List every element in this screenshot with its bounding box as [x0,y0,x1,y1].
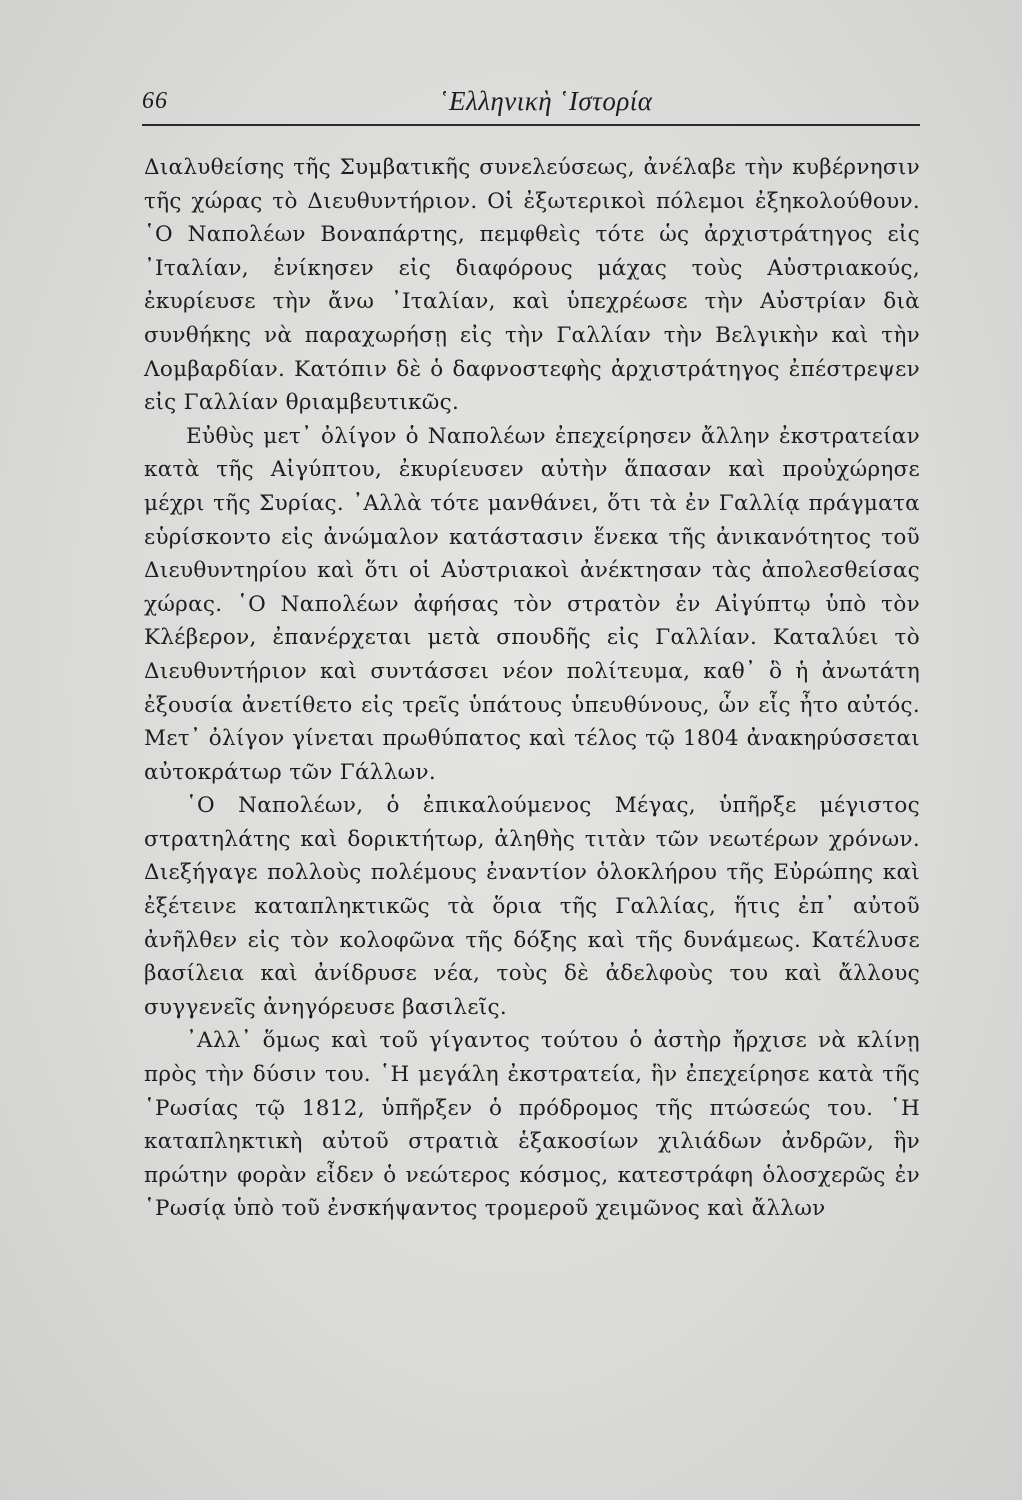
page-number: 66 [142,88,168,114]
body-text [144,151,920,1226]
paragraph: ῾Ο Ναπολέων, ὁ ἐπικαλούμενος Μέγας, ὑπῆρξε μέγιστος στρατηλάτης καὶ δορικτήτωρ, ἀληθὴς τιτὰν τῶν νεωτέρων χρόνων. Διεξήγαγε πολλοὺς πολέμους ἐναντίον ὁλοκλήρου τῆς Εὐρώπης καὶ ἐξέτεινε καταπληκτικῶς τὰ ὅρια τῆς Γαλλίας, ἥτις ἐπ᾿ αὐτοῦ ἀνῆλθεν εἰς τὸν κολοφῶνα τῆς δόξης καὶ τῆς δυνάμεως. Κατέλυσε βασίλεια καὶ ἀνίδρυσε νέα, τοὺς δὲ ἀδελφοὺς του καὶ ἄλλους συγγενεῖς ἀνηγόρευσε βασιλεῖς. [144,793,920,1020]
paragraph: ᾿Αλλ᾿ ὅμως καὶ τοῦ γίγαντος τούτου ὁ ἀστὴρ ἤρχισε νὰ κλίνῃ πρὸς τὴν δύσιν του. ῾Η μεγάλη ἐκστρατεία, ἣν ἐπεχείρησε κατὰ τῆς ῾Ρωσίας τῷ 1812, ὑπῆρξεν ὁ πρόδρομος τῆς πτώσεώς του. ῾Η καταπληκτικὴ αὐτοῦ στρατιὰ ἑξακοσίων χιλιάδων ἀνδρῶν, ἣν πρώτην φορὰν εἶδεν ὁ νεώτερος κόσμος, κατεστράφη ὁλοσχερῶς ἐν ῾Ρωσίᾳ ὑπὸ τοῦ ἐνσκήψαντος τρομεροῦ χειμῶνος καὶ ἄλλων [144,1028,920,1222]
paragraph: Εὐθὺς μετ᾿ ὀλίγον ὁ Ναπολέων ἐπεχείρησεν ἄλλην ἐκστρατείαν κατὰ τῆς Αἰγύπτου, ἐκυρίευσεν αὐτὴν ἅπασαν καὶ προὐχώρησε μέχρι τῆς Συρίας. ᾿Αλλὰ τότε μανθάνει, ὅτι τὰ ἐν Γαλλίᾳ πράγματα εὑρίσκοντο εἰς ἀνώμαλον κατάστασιν ἕνεκα τῆς ἀνικανότητος τοῦ Διευθυντηρίου καὶ ὅτι οἱ Αὐστριακοὶ ἀνέκτησαν τὰς ἀπολεσθείσας χώρας. ῾Ο Ναπολέων ἀφήσας τὸν στρατὸν ἐν Αἰγύπτῳ ὑπὸ τὸν Κλέβερον, ἐπανέρχεται μετὰ σπουδῆς εἰς Γαλλίαν. Καταλύει τὸ Διευθυντήριον καὶ συντάσσει νέον πολίτευμα, καθ᾿ ὃ ἡ ἀνωτάτη ἐξουσία ἀνετίθετο εἰς τρεῖς ὑπάτους ὑπευθύνους, ὧν εἷς ἦτο αὐτός. Μετ᾿ ὀλίγον γίνεται πρωθύπατος καὶ τέλος τῷ 1804 ἀνακηρύσσεται αὐτοκράτωρ τῶν Γάλλων. [144,423,920,785]
running-title: ῾Ελληνικὴ ῾Ιστορία [439,86,653,116]
paragraph: Διαλυθείσης τῆς Συμβατικῆς συνελεύσεως, ἀνέλαβε τὴν κυβέρνησιν τῆς χώρας τὸ Διευθυντήριον. Οἱ ἐξωτερικοὶ πόλεμοι ἐξηκολούθουν. ῾Ο Ναπολέων Βοναπάρτης, πεμφθεὶς τότε ὡς ἀρχιστράτηγος εἰς ᾿Ιταλίαν, ἐνίκησεν εἰς διαφόρους μάχας τοὺς Αὐστριακούς, ἐκυρίευσε τὴν ἄνω ᾿Ιταλίαν, καὶ ὑπεχρέωσε τὴν Αὐστρίαν διὰ συνθήκης νὰ παραχωρήσῃ εἰς τὴν Γαλλίαν τὴν Βελγικὴν καὶ τὴν Λομβαρδίαν. Κατόπιν δὲ ὁ δαφνοστεφὴς ἀρχιστράτηγος ἐπέστρεψεν εἰς Γαλλίαν θριαμβευτικῶς. [144,155,920,416]
page-header [142,84,920,126]
